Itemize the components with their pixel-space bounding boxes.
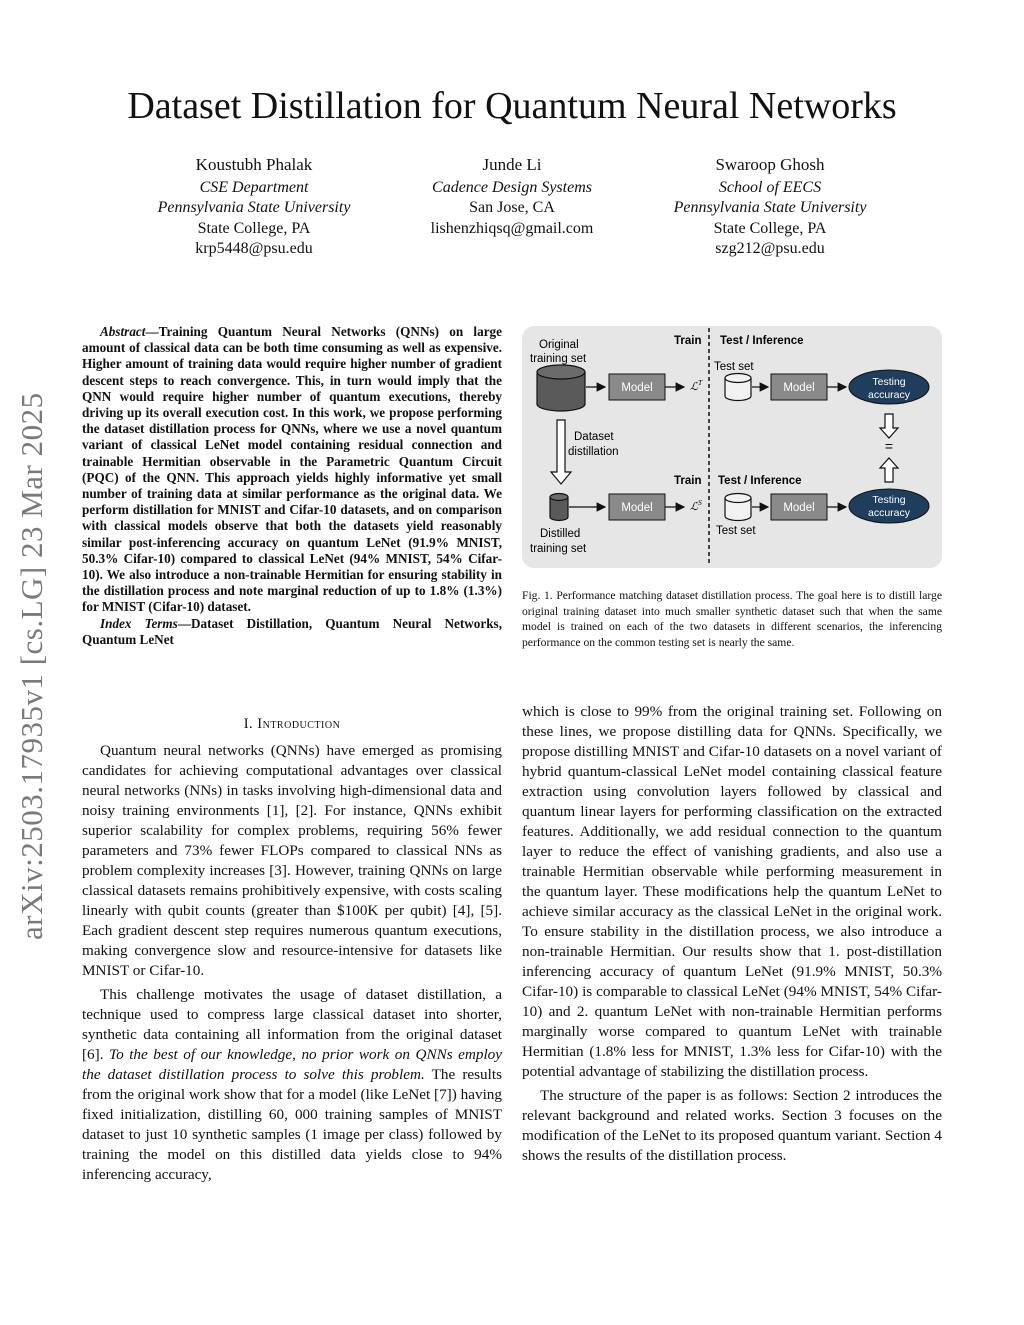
model-label: Model xyxy=(783,382,815,394)
model-label: Model xyxy=(783,502,815,514)
testing-accuracy-label-1: Testing xyxy=(872,494,906,506)
abstract-body xyxy=(82,324,502,616)
author-name: Junde Li xyxy=(482,155,542,174)
dataset-distillation-label-2: distillation xyxy=(568,446,619,458)
intro-p2-part-c: The results from the original work show that for a model (like LeNet [7]) having fixed initialization, distilling 60, 000 training samples of MNIST dataset to just 10 synthetic samples (1 image per class) followed by training the model on this distilled data yields close to 94% inferencing accuracy, xyxy=(82,1066,502,1183)
test-inference-label-bottom: Test / Inference xyxy=(718,475,802,487)
intro-paragraph-1: Quantum neural networks (QNNs) have emerged as promising candidates for achieving computational advantages over classical neural networks (NNs) in tasks involving high-dimensional data and noisy training environments [1], [2]. For instance, QNNs exhibit superior scalability for complex problems, requiring 56% fewer parameters and 73% fewer FLOPs compared to classical NNs as problem complexity increases [3]. However, training QNNs on large classical datasets remains prohibitively expensive, with costs scaling linearly with qubit counts (greater than $100K per qubit) [4], [5]. Each gradient descent step requires numerous quantum executions, making convergence slow and resource-intensive for datasets like MNIST or Cifar-10. xyxy=(82,742,502,979)
test-set-label-top: Test set xyxy=(714,361,754,373)
testing-accuracy-label-1: Testing xyxy=(872,376,906,388)
distilled-set-label-2: training set xyxy=(530,543,587,555)
right-column xyxy=(522,702,942,1166)
paper-title: Dataset Distillation for Quantum Neural Networks xyxy=(127,85,897,127)
author-email[interactable]: krp5448@psu.edu xyxy=(195,240,313,257)
model-label: Model xyxy=(621,502,653,514)
section-heading: I. Introduction xyxy=(243,716,341,732)
testing-accuracy-label-2: accuracy xyxy=(867,507,911,519)
figure-1-diagram xyxy=(522,326,942,568)
author-dept: School of EECS xyxy=(718,178,822,196)
abstract-text: —Training Quantum Neural Networks (QNNs) on large amount of classical data can be both time consuming as well as expensive. Higher amount of training data would require higher number of gradient descent steps to reach convergence. This, in turn would imply that the QNN would require higher number of quantum executions, thereby driving up its overall execution cost. In this work, we propose performing the dataset distillation process for QNNs, where we use a novel quantum variant of classical LeNet model containing residual connection and trainable Hermitian observable in the Parametric Quantum Circuit (PQC) of the QNN. This approach yields highly informative yet small number of training data at similar performance as the original data. We perform distillation for MNIST and Cifar-10 datasets, and on comparison with classical models observe that both the datasets yield reasonably similar post-inferencing accuracy on quantum LeNet (91.9% MNIST, 50.3% Cifar-10) compared to classical LeNet (94% MNIST, 54% Cifar-10). We also introduce a non-trainable Hermitian for ensuring stability in the distillation process and note marginal reduction of up to 1.8% (1.3%) for MNIST (Cifar-10) dataset. xyxy=(82,324,502,615)
arxiv-stamp-text: arXiv:2503.17935v1 [cs.LG] 23 Mar 2025 xyxy=(14,392,49,940)
author-org: San Jose, CA xyxy=(469,199,555,216)
database-icon-distilled xyxy=(550,494,568,521)
author-block-3 xyxy=(610,155,930,260)
author-location: State College, PA xyxy=(197,219,311,237)
train-label-top: Train xyxy=(674,335,702,347)
original-set-label-1: Original xyxy=(539,339,579,351)
database-icon-test-bottom xyxy=(725,494,751,521)
author-name: Koustubh Phalak xyxy=(195,155,313,174)
equals-sign: = xyxy=(884,438,894,454)
abstract xyxy=(82,324,502,648)
testing-accuracy-label-2: accuracy xyxy=(867,389,911,401)
loss-bottom: ℒ$^S$ xyxy=(690,498,702,513)
right-paragraph-2: The structure of the paper is as follows: Section 2 introduces the relevant background and related works. Section 3 focuses on the modification of the LeNet to its proposed quantum variant. Section 4 shows the results of the distillation process. xyxy=(522,1087,942,1164)
original-set-label-2: training set xyxy=(530,353,587,365)
author-email[interactable]: szg212@psu.edu xyxy=(715,240,825,257)
intro-paragraph-2 xyxy=(82,985,502,1185)
abstract-label: Abstract xyxy=(100,324,146,339)
intro-column xyxy=(82,741,502,1185)
intro-p2-part-a: This challenge motivates the usage of dataset distillation, a technique used to compress large classical dataset into shorter, synthetic data containing all information from the original dataset [6]. xyxy=(82,986,502,1063)
author-dept: CSE Department xyxy=(199,178,309,196)
index-terms-text: —Dataset Distillation, Quantum Neural Networks, Quantum LeNet xyxy=(82,615,502,647)
test-inference-label-top: Test / Inference xyxy=(720,335,804,347)
figure-caption: Fig. 1. Performance matching dataset distillation process. The goal here is to distill large original training dataset into much smaller synthetic dataset such that when the same model is trained on each of the two datasets in different scenarios, the inferencing performance on the common testing set is nearly the same. xyxy=(522,589,942,649)
author-email[interactable]: lishenzhiqsq@gmail.com xyxy=(430,219,594,237)
intro-p2-emphasis: To the best of our knowledge, no prior work on QNNs employ the dataset distillation process to solve this problem. xyxy=(82,1046,502,1083)
train-label-bottom: Train xyxy=(674,475,702,487)
author-name: Swaroop Ghosh xyxy=(715,155,825,174)
database-icon-test-top xyxy=(725,374,751,401)
index-terms-label: Index Terms xyxy=(100,615,178,631)
dataset-distillation-label-1: Dataset xyxy=(574,431,614,443)
author-org: Pennsylvania State University xyxy=(157,199,351,216)
index-terms xyxy=(82,616,502,648)
model-label: Model xyxy=(621,382,653,394)
distilled-set-label-1: Distilled xyxy=(540,528,581,540)
loss-top: ℒ$^T$ xyxy=(690,378,703,393)
author-location: State College, PA xyxy=(713,219,827,237)
test-set-label-bottom: Test set xyxy=(716,525,756,537)
author-dept: Cadence Design Systems xyxy=(432,178,592,196)
right-paragraph-1: which is close to 99% from the original training set. Following on these lines, we propose distilling data for QNNs. Specifically, we propose distilling MNIST and Cifar-10 datasets on a novel variant of hybrid quantum-classical LeNet model containing classical feature extraction using convolution layers followed by classical and quantum linear layers for performing classification on the extracted features. Additionally, we add residual connection to the quantum layer to reduce the effect of vanishing gradients, and also use a trainable Hermitian observable while performing measurement in the quantum layer. These modifications help the quantum LeNet to achieve similar accuracy as the classical LeNet in the original work. To ensure stability in the distillation process, we also introduce a non-trainable Hermitian. Our results show that 1. post-distillation inferencing accuracy of quantum LeNet (91.9% MNIST, 50.3% Cifar-10) is comparable to classical LeNet (94% MNIST, 54% Cifar-10) and 2. quantum LeNet with non-trainable Hermitian performs marginally worse compared to quantum LeNet with trainable Hermitian (1.8% less for MNIST, 1.3% less for Cifar-10) with the potential advantage of stabilizing the distillation process. xyxy=(522,703,942,1080)
author-org: Pennsylvania State University xyxy=(673,199,867,216)
database-icon-original xyxy=(537,365,585,411)
